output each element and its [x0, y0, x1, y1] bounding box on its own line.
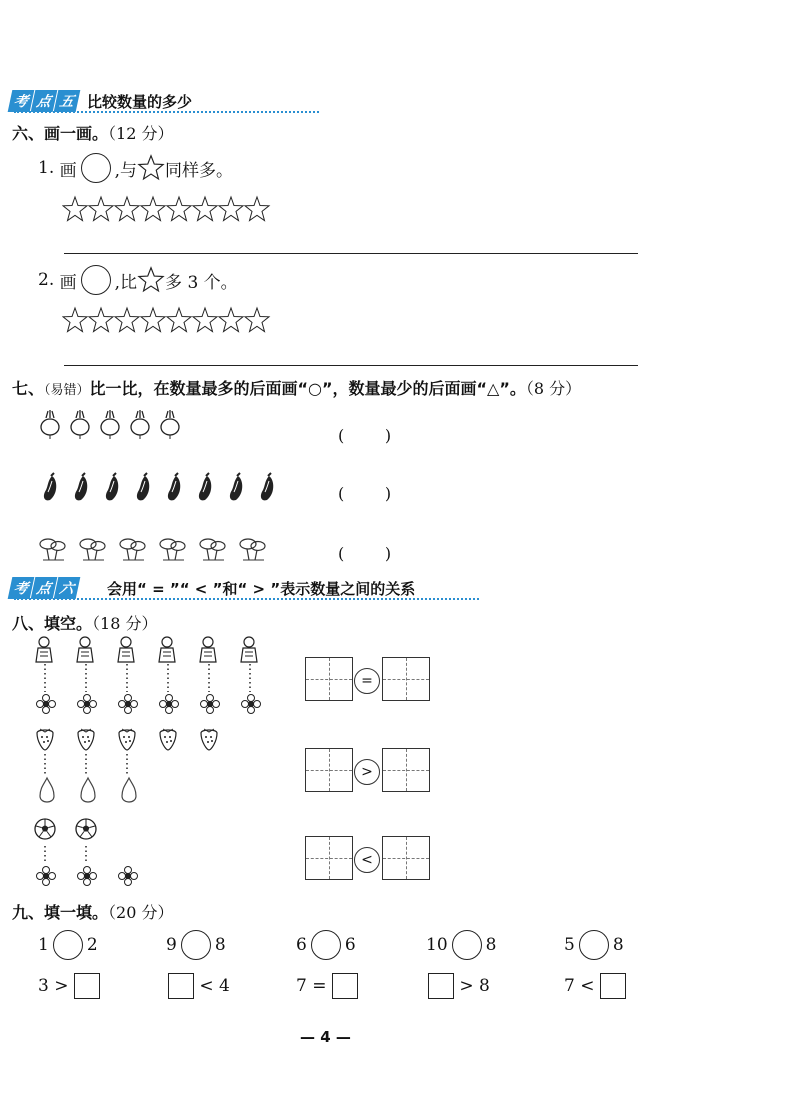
star-icon [167, 197, 191, 221]
eggplant-icon [44, 473, 56, 500]
error-prone-tag: （易错） [44, 383, 90, 398]
radish-icon [41, 410, 59, 439]
eggplant-icon [168, 473, 180, 500]
mushroom-icon [80, 539, 105, 560]
section-instructions: 比一比，在数量最多的后面画“○”，数量最少的后面画“△”。 [89, 379, 526, 398]
pear-icon [81, 778, 95, 802]
number: 6 [296, 935, 307, 955]
badge-char: 六 [54, 577, 81, 599]
question-6-2 [38, 264, 238, 296]
star-row [62, 194, 272, 228]
answer-box[interactable] [305, 836, 353, 880]
compare-item [426, 930, 496, 960]
fill-item [428, 973, 490, 999]
mushroom-icon [120, 539, 145, 560]
answer-box[interactable] [305, 748, 353, 792]
answer-square[interactable] [332, 973, 358, 999]
section-title: 九、填一填。 [12, 903, 109, 922]
flower-icon [37, 695, 56, 714]
kaodian-badge [10, 90, 79, 112]
badge-char: 考 [8, 90, 35, 112]
strawberry-icon [119, 729, 135, 750]
section-9-heading [12, 900, 173, 923]
strawberry-icon [78, 729, 94, 750]
section-points: （8 分） [525, 379, 582, 398]
eggplant-icon [261, 473, 273, 500]
doll-icon [200, 637, 216, 662]
doll-icon [241, 637, 257, 662]
compare-circle[interactable] [579, 930, 609, 960]
flower-icon [78, 867, 97, 886]
soccer-ball-icon [35, 819, 55, 839]
number: 9 [166, 935, 177, 955]
answer-box[interactable] [305, 657, 353, 701]
kaodian-badge [10, 577, 79, 599]
fill-item [168, 973, 230, 999]
section-points: （20 分） [108, 903, 174, 922]
star-icon [115, 197, 139, 221]
number: 8 [214, 935, 226, 955]
expression-text: 3 > [38, 976, 69, 996]
star-icon [115, 308, 139, 332]
banner-dotted-rule [14, 598, 479, 600]
star-icon [89, 197, 113, 221]
radish-row [38, 408, 198, 446]
question-text: 画 [59, 272, 77, 293]
number: 1 [38, 935, 49, 955]
soccer-ball-icon [76, 819, 96, 839]
compare-item [166, 930, 226, 960]
section-title: 六、画一画。 [12, 124, 109, 143]
star-icon [219, 308, 243, 332]
compare-circle[interactable] [311, 930, 341, 960]
number: 10 [426, 935, 448, 955]
answer-parentheses[interactable]: ( ) [338, 544, 392, 563]
expression-text: 7 < [564, 976, 595, 996]
banner-dotted-rule [14, 111, 319, 113]
mushroom-row [38, 534, 288, 572]
section-8-heading [12, 611, 157, 634]
fill-item [38, 973, 100, 999]
eggplant-row [38, 472, 296, 510]
question-6-1 [38, 152, 233, 184]
star-icon [89, 308, 113, 332]
badge-char: 点 [31, 577, 58, 599]
compare-item [564, 930, 624, 960]
compare-item [296, 930, 356, 960]
doll-icon [159, 637, 175, 662]
eggplant-icon [137, 473, 149, 500]
expression-text: > 8 [459, 976, 490, 996]
section-points: （18 分） [92, 614, 158, 633]
question-text: 同样多。 [165, 160, 234, 181]
answer-box[interactable] [382, 657, 430, 701]
mushroom-icon [240, 539, 265, 560]
answer-parentheses[interactable]: ( ) [338, 484, 392, 503]
flower-icon [119, 867, 138, 886]
answer-square[interactable] [168, 973, 194, 999]
flower-icon [37, 867, 56, 886]
doll-icon [77, 637, 93, 662]
badge-char: 考 [8, 577, 35, 599]
star-row [62, 305, 272, 339]
number: 8 [612, 935, 624, 955]
greater-than-sign-icon: > [354, 759, 380, 785]
mushroom-icon [40, 539, 65, 560]
section-7-heading [12, 376, 581, 399]
pear-icon [122, 778, 136, 802]
mushroom-icon [160, 539, 185, 560]
radish-icon [101, 410, 119, 439]
fill-item [564, 973, 626, 999]
circle-icon [81, 153, 111, 183]
question-text: 画 [59, 160, 77, 181]
answer-box[interactable] [382, 748, 430, 792]
question-number: 2. [38, 270, 55, 290]
expression-text: < 4 [199, 976, 230, 996]
matching-pictures [30, 636, 270, 892]
answer-parentheses[interactable]: ( ) [338, 426, 392, 445]
question-text: ,比 [114, 272, 138, 293]
section-banner-kaodian-6 [10, 577, 415, 599]
star-icon [219, 197, 243, 221]
radish-icon [131, 410, 149, 439]
strawberry-icon [201, 729, 217, 750]
answer-square[interactable] [600, 973, 626, 999]
star-icon [63, 197, 87, 221]
star-icon [167, 308, 191, 332]
eggplant-icon [230, 473, 242, 500]
star-icon [141, 308, 165, 332]
star-icon [245, 197, 269, 221]
section-title: 八、填空。 [12, 614, 93, 633]
section-points: （12 分） [108, 124, 174, 143]
star-icon [193, 308, 217, 332]
answer-square[interactable] [428, 973, 454, 999]
radish-icon [71, 410, 89, 439]
compare-circle[interactable] [181, 930, 211, 960]
flower-icon [119, 695, 138, 714]
answer-square[interactable] [74, 973, 100, 999]
badge-char: 点 [31, 90, 58, 112]
star-icon [245, 308, 269, 332]
less-than-sign-icon: < [354, 847, 380, 873]
strawberry-icon [37, 729, 53, 750]
doll-icon [118, 637, 134, 662]
eggplant-icon [75, 473, 87, 500]
badge-char: 五 [54, 90, 81, 112]
compare-circle[interactable] [452, 930, 482, 960]
radish-icon [161, 410, 179, 439]
number: 2 [86, 935, 98, 955]
compare-item [38, 930, 98, 960]
equals-sign-icon: = [354, 668, 380, 694]
banner-title: 会用“ = ”“ < ”和“ > ”表示数量之间的关系 [107, 579, 416, 598]
flower-icon [242, 695, 261, 714]
circle-icon [81, 265, 111, 295]
answer-line[interactable] [64, 253, 638, 254]
star-icon [137, 266, 165, 294]
star-icon [63, 308, 87, 332]
mushroom-icon [200, 539, 225, 560]
banner-title: 比较数量的多少 [87, 92, 193, 111]
question-number: 1. [38, 158, 55, 178]
strawberry-icon [160, 729, 176, 750]
star-icon [137, 154, 165, 182]
question-text: ,与 [114, 160, 138, 181]
number: 8 [485, 935, 497, 955]
fill-item [296, 973, 358, 999]
number: 6 [344, 935, 356, 955]
page-number: — 4 — [300, 1028, 351, 1046]
flower-icon [78, 695, 97, 714]
expression-text: 7 = [296, 976, 327, 996]
section-title: 七、 [12, 379, 45, 398]
flower-icon [160, 695, 179, 714]
star-icon [141, 197, 165, 221]
number: 5 [564, 935, 575, 955]
section-banner-kaodian-5 [10, 90, 192, 112]
eggplant-icon [199, 473, 211, 500]
pear-icon [40, 778, 54, 802]
flower-icon [201, 695, 220, 714]
question-text: 多 3 个。 [165, 272, 238, 293]
star-icon [193, 197, 217, 221]
section-6-heading [12, 121, 173, 144]
doll-icon [36, 637, 52, 662]
answer-box[interactable] [382, 836, 430, 880]
eggplant-icon [106, 473, 118, 500]
compare-circle[interactable] [53, 930, 83, 960]
answer-line[interactable] [64, 365, 638, 366]
